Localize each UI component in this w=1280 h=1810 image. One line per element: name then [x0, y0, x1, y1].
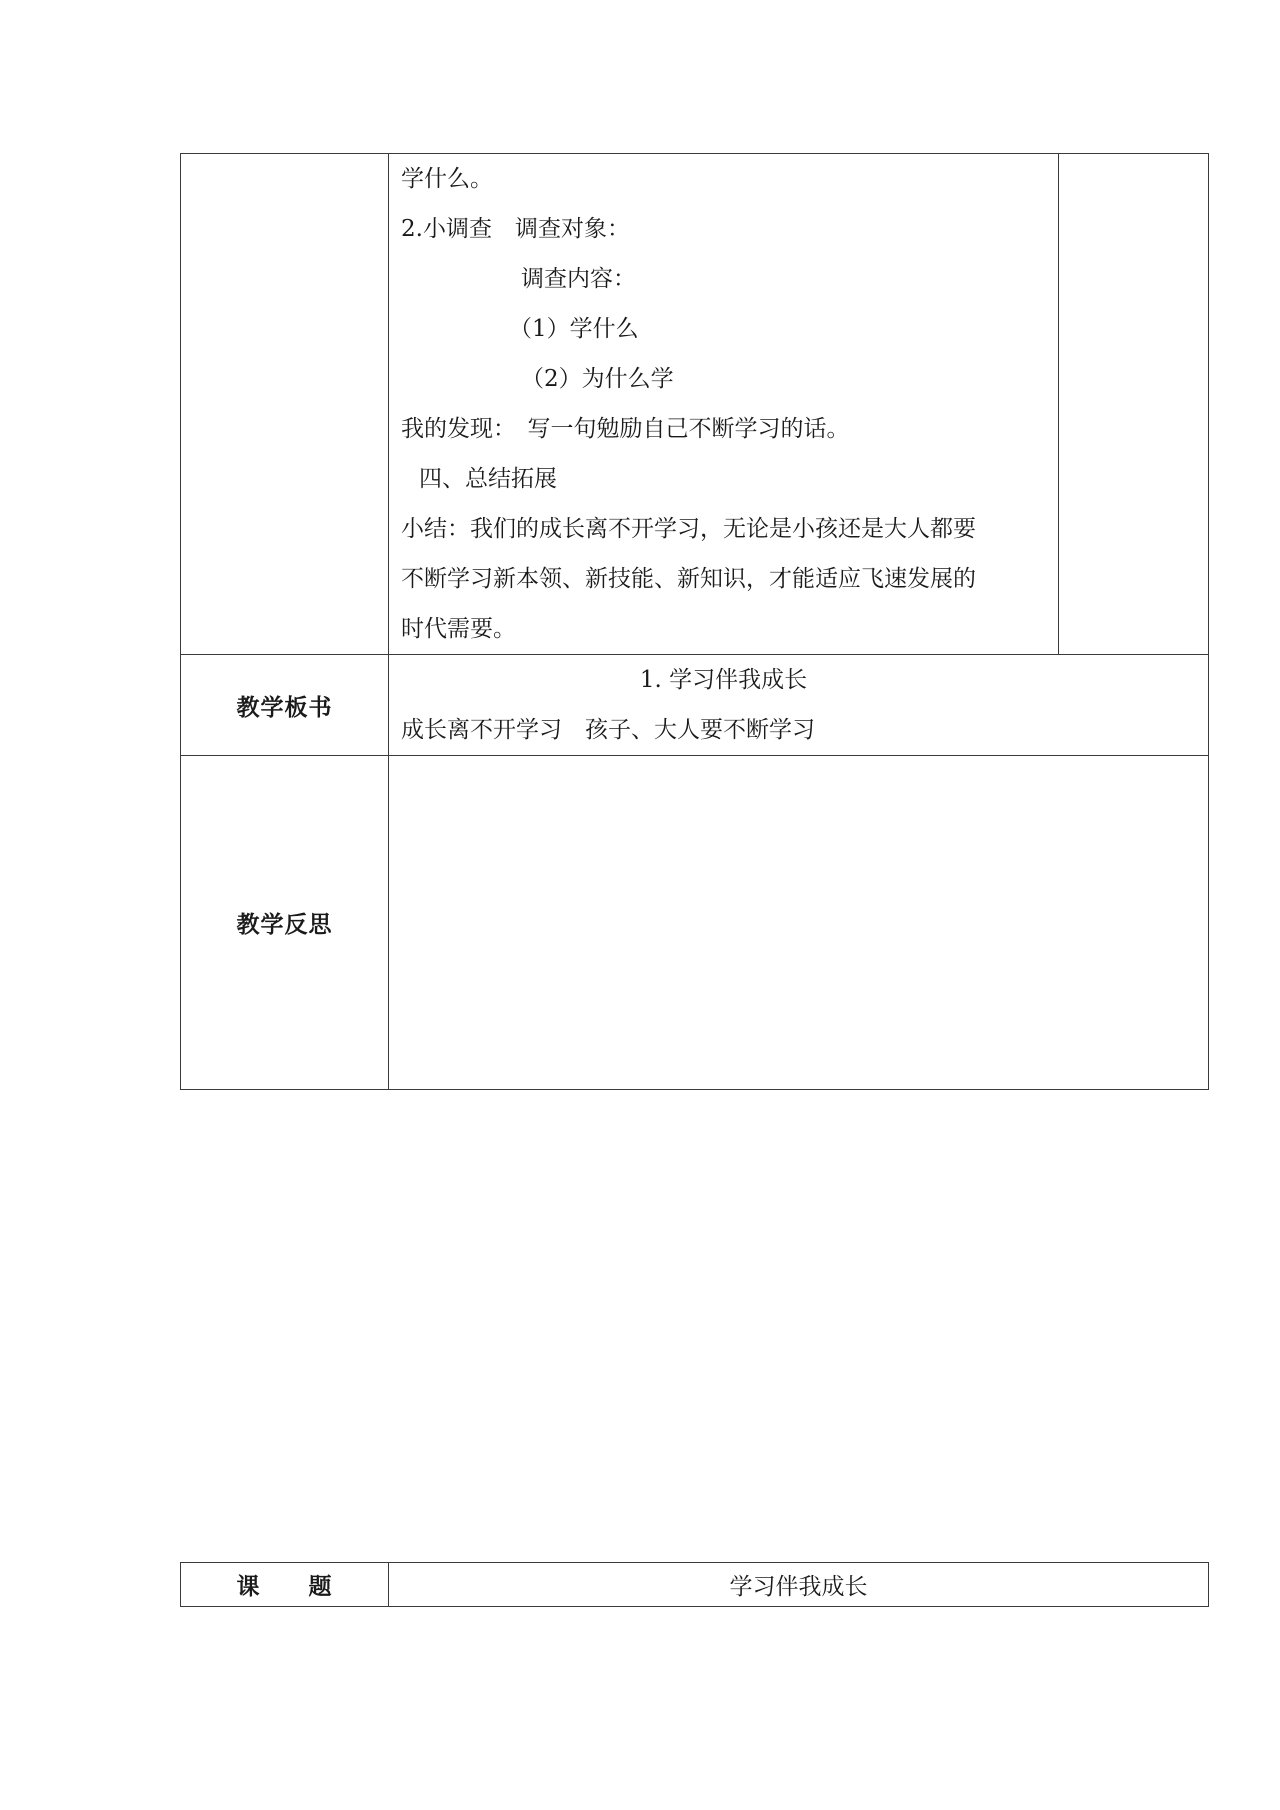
topic-table [180, 1562, 1209, 1607]
board-label: 教学板书 [181, 655, 389, 756]
notes-cell [1059, 154, 1209, 655]
content-line: （2）为什么学 [521, 366, 674, 392]
content-line: （1）学什么 [509, 316, 639, 342]
board-line: 成长离不开学习 孩子、大人要不断学习 [401, 717, 815, 743]
activity-row [181, 154, 1209, 655]
content-line: 我的发现： 写一句勉励自己不断学习的话。 [401, 416, 850, 442]
content-line: 四、总结拓展 [419, 466, 557, 492]
reflection-row [181, 756, 1209, 1090]
board-row [181, 655, 1209, 756]
reflection-content-cell [389, 756, 1209, 1090]
topic-label: 课 题 [181, 1563, 389, 1607]
content-line: 不断学习新本领、新技能、新知识，才能适应飞速发展的 [401, 566, 976, 592]
board-content-cell [389, 655, 1209, 756]
content-line: 调查内容： [521, 266, 636, 292]
content-line: 时代需要。 [401, 616, 516, 642]
activity-content-cell [389, 154, 1059, 655]
lesson-table [180, 153, 1209, 1090]
empty-label-cell [181, 154, 389, 655]
content-line: 学什么。 [401, 166, 493, 192]
topic-row [181, 1563, 1209, 1607]
board-title: 1. 学习伴我成长 [639, 667, 808, 693]
content-line: 2.小调查 调查对象： [401, 216, 630, 242]
topic-value: 学习伴我成长 [389, 1563, 1209, 1607]
content-line: 小结：我们的成长离不开学习，无论是小孩还是大人都要 [401, 516, 976, 542]
reflection-label: 教学反思 [181, 756, 389, 1090]
